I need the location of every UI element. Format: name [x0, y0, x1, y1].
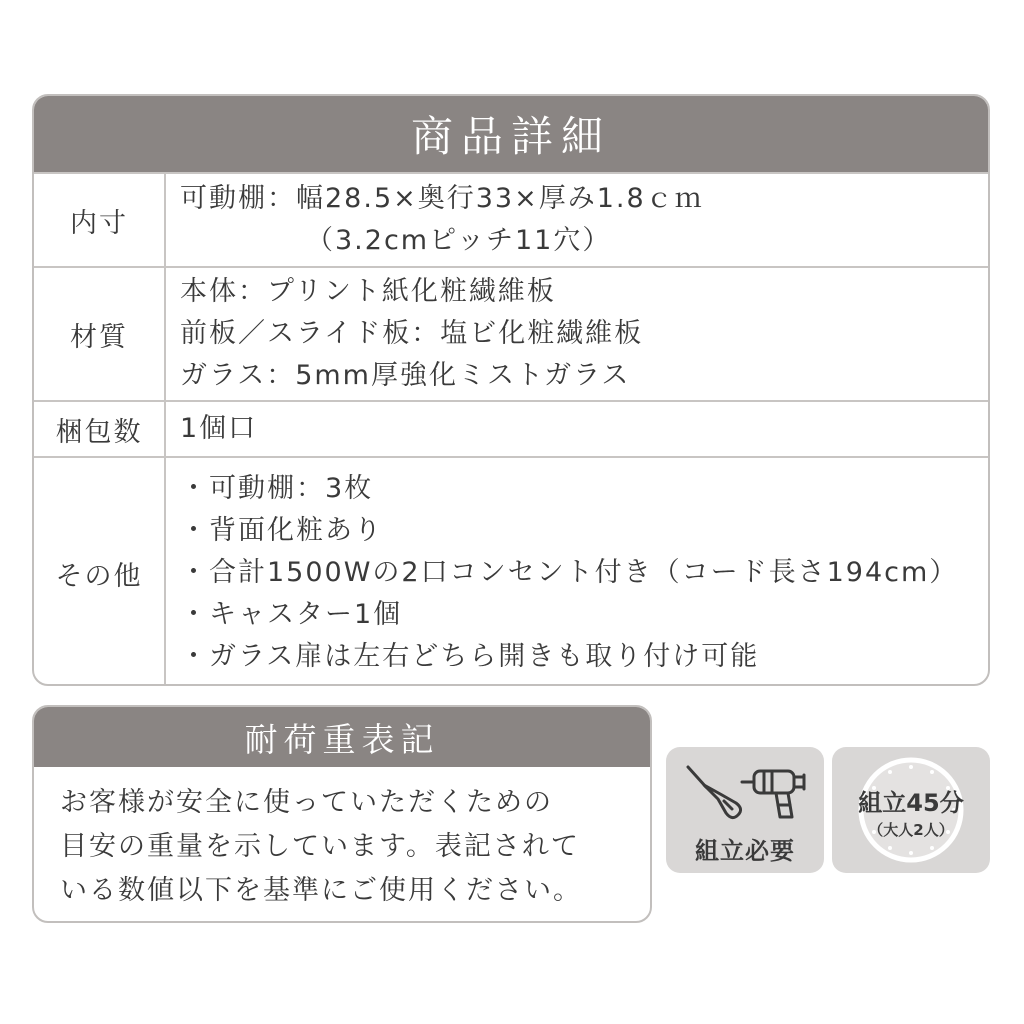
spec-value: [166, 402, 988, 456]
spec-row-dimensions: [34, 172, 988, 266]
load-capacity-body: [34, 767, 650, 913]
spec-value-line: 前板／スライド板：塩ビ化粧繊維板: [180, 318, 644, 349]
product-details-table: [32, 94, 990, 686]
spec-label: 材質: [34, 268, 166, 400]
assembly-time-value: 組立45分: [858, 789, 964, 817]
spec-value-line: ・可動棚：3枚: [180, 473, 374, 504]
load-capacity-title: 耐荷重表記: [34, 707, 650, 767]
spec-value-line: ・背面化粧あり: [180, 515, 383, 546]
spec-value: [166, 268, 988, 400]
load-capacity-line: 目安の重量を示しています。表記されて: [60, 831, 580, 862]
assembly-required-badge: [666, 747, 824, 873]
spec-value-line: ・合計1500Wの2口コンセント付き（コード長さ194cm）: [180, 557, 959, 588]
spec-value: [166, 458, 988, 686]
load-capacity-note: [32, 705, 652, 923]
spec-row-other: [34, 456, 988, 686]
screwdriver-drill-icon: [680, 761, 812, 831]
spec-label: その他: [34, 458, 166, 686]
spec-value-line: 可動棚：幅28.5×奥行33×厚み1.8ｃｍ: [180, 183, 704, 214]
spec-value-line: 本体：プリント紙化粧繊維板: [180, 276, 556, 307]
spec-value-line: ・ガラス扉は左右どちら開きも取り付け可能: [180, 641, 760, 672]
product-details-title: 商品詳細: [34, 96, 988, 172]
spec-label: 梱包数: [34, 402, 166, 456]
assembly-time-badge: [832, 747, 990, 873]
spec-value: [166, 174, 988, 266]
spec-value-line: 1個口: [180, 413, 258, 444]
assembly-time-people: （大人2人）: [868, 821, 954, 839]
load-capacity-line: いる数値以下を基準にご使用ください。: [60, 875, 582, 906]
spec-label: 内寸: [34, 174, 166, 266]
spec-value-line: ガラス：5mm厚強化ミストガラス: [180, 360, 631, 391]
spec-row-packages: [34, 400, 988, 456]
spec-value-line: ・キャスター1個: [180, 599, 403, 630]
spec-row-material: [34, 266, 988, 400]
spec-value-line: （3.2cmピッチ11穴）: [306, 225, 612, 256]
load-capacity-line: お客様が安全に使っていただくための: [60, 787, 553, 818]
assembly-required-label: 組立必要: [695, 837, 795, 865]
